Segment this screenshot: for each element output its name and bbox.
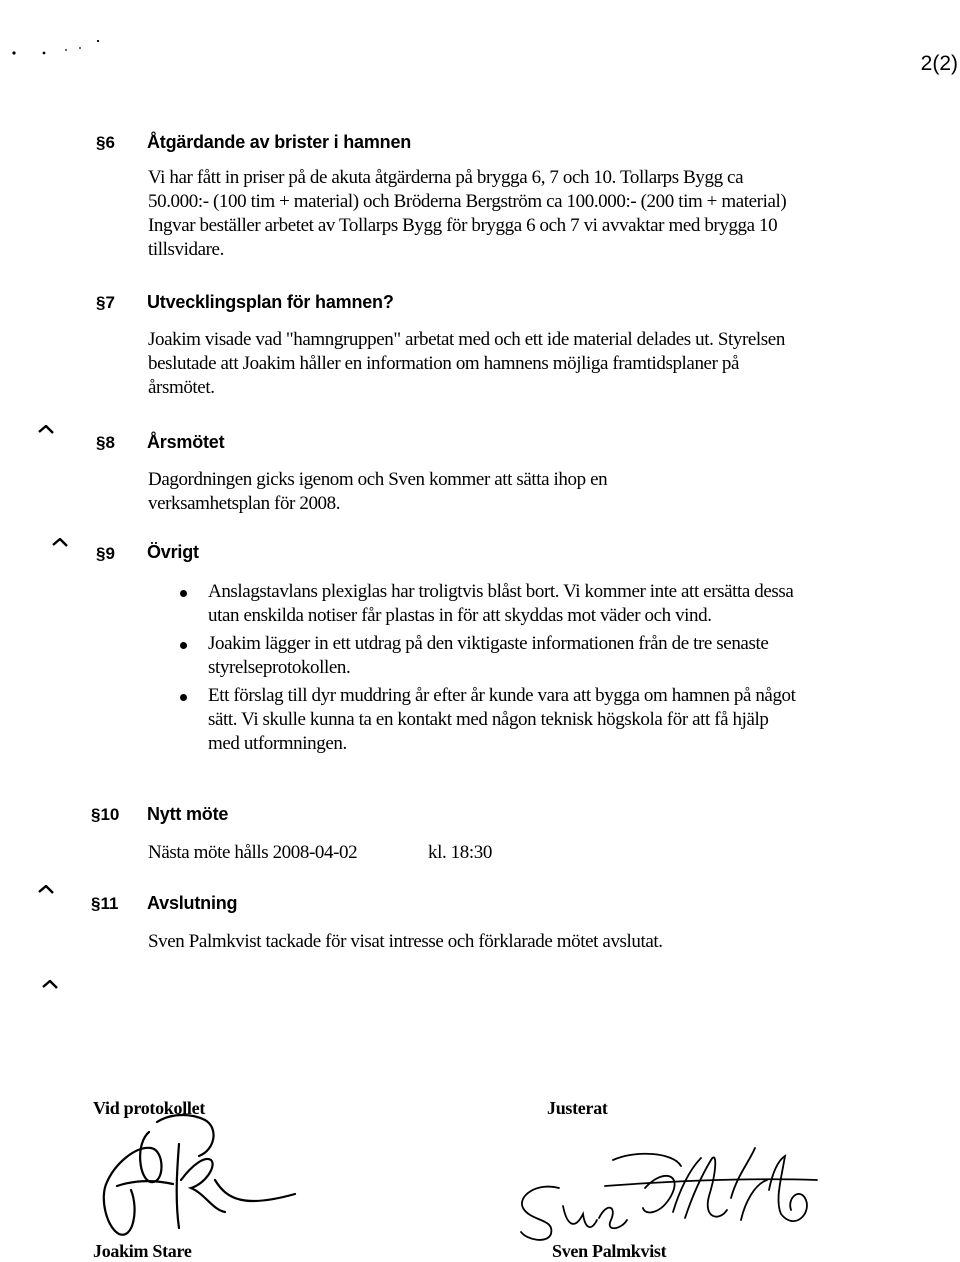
list-item bbox=[180, 632, 800, 680]
section-number: §6 bbox=[96, 133, 115, 152]
section-number: §9 bbox=[96, 544, 115, 563]
list-item-text: Anslagstavlans plexiglas har troligtvis blåst bort. Vi kommer inte att ersätta dessa utan enskilda notiser får plastas in för att skyddas mot väder och vind. bbox=[208, 581, 794, 626]
signature-name-right: Sven Palmkvist bbox=[552, 1241, 667, 1261]
scan-specks bbox=[0, 0, 120, 60]
section-body: Sven Palmkvist tackade för visat intresse och förklarade mötet avslutat. bbox=[148, 931, 663, 952]
list-item-text: Joakim lägger in ett utdrag på den viktigaste informationen från de tre senaste styrelseprotokollen. bbox=[208, 633, 769, 678]
section-title: Årsmötet bbox=[147, 432, 225, 452]
section-title: Åtgärdande av brister i hamnen bbox=[147, 132, 412, 152]
section-title: Nytt möte bbox=[147, 804, 229, 824]
section-number: §10 bbox=[91, 805, 120, 824]
page-number: 2(2) bbox=[920, 52, 958, 75]
signature-label-left: Vid protokollet bbox=[93, 1098, 206, 1118]
meeting-time: kl. 18:30 bbox=[428, 842, 492, 863]
section-title: Utvecklingsplan för hamnen? bbox=[147, 292, 394, 312]
section-body: Vi har fått in priser på de akuta åtgärderna på brygga 6, 7 och 10. Tollarps Bygg ca 50.000:- (100 tim + material) och Bröderna Bergström ca 100.000:- (200 tim + material) Ingvar beställer arbetet av Tollarps Bygg för brygga 6 och 7 vi avvaktar med brygga 10 tillsvidare. bbox=[148, 167, 787, 260]
handwritten-signature-right bbox=[505, 1140, 835, 1250]
section-title: Avslutning bbox=[147, 893, 238, 913]
check-mark bbox=[42, 980, 58, 989]
bullet-icon bbox=[180, 694, 187, 701]
section-body: Dagordningen gicks igenom och Sven kommer att sätta ihop en verksamhetsplan för 2008. bbox=[148, 469, 608, 514]
meeting-date: Nästa möte hålls 2008-04-02 bbox=[148, 842, 358, 863]
signature-label-right: Justerat bbox=[547, 1098, 608, 1118]
signature-name-left: Joakim Stare bbox=[93, 1241, 192, 1261]
list-item bbox=[180, 580, 800, 628]
section-number: §8 bbox=[96, 433, 115, 452]
list-item bbox=[180, 684, 800, 756]
bullet-icon bbox=[180, 590, 187, 597]
section-body: Joakim visade vad "hamngruppen" arbetat med och ett ide material delades ut. Styrelsen beslutade att Joakim håller en information om hamnens möjliga framtidsplaner på årsmötet. bbox=[148, 329, 785, 398]
check-mark bbox=[38, 885, 54, 894]
check-mark bbox=[38, 425, 54, 434]
list-item-text: Ett förslag till dyr muddring år efter år kunde vara att bygga om hamnen på något sätt. Vi skulle kunna ta en kontakt med någon teknisk högskola för att få hjälp med utformningen. bbox=[208, 685, 796, 754]
bullet-icon bbox=[180, 642, 187, 649]
check-mark bbox=[52, 538, 68, 547]
section-title: Övrigt bbox=[147, 542, 199, 562]
handwritten-signature-left bbox=[95, 1110, 315, 1250]
bullet-list bbox=[180, 580, 800, 760]
section-number: §7 bbox=[96, 293, 115, 312]
section-number: §11 bbox=[91, 894, 119, 913]
